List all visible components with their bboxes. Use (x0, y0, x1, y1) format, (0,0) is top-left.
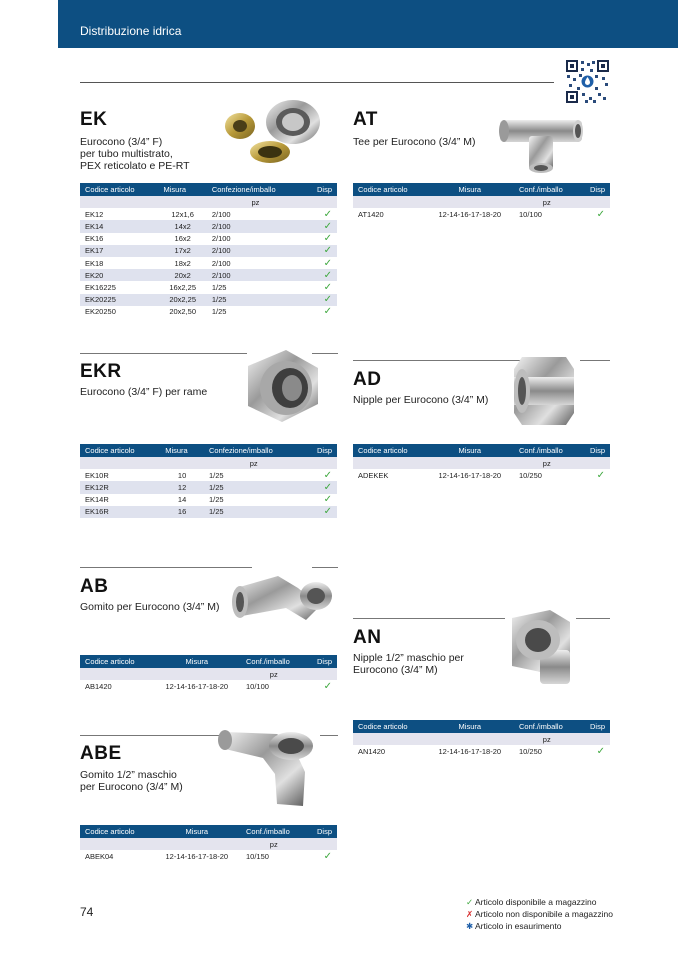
unit-cell: pz (241, 668, 307, 680)
check-icon: ✓ (323, 469, 332, 481)
section-divider (580, 360, 610, 361)
product-code-abe: ABE (80, 743, 122, 764)
table-row: EK14 14x2 2/100 ✓ (80, 220, 337, 232)
product-code-an: AN (353, 627, 382, 648)
check-icon: ✓ (466, 897, 474, 907)
unit-cell: pz (514, 733, 580, 745)
check-icon: ✓ (596, 745, 605, 757)
col-header: Codice articolo (353, 444, 426, 457)
table-ad (353, 444, 610, 481)
section-divider (353, 360, 521, 361)
check-icon: ✓ (323, 306, 332, 318)
col-header: Codice articolo (353, 183, 426, 196)
check-icon: ✓ (323, 494, 332, 506)
legend-running-out: ✱ Articolo in esaurimento (466, 921, 562, 931)
table-row: EK16225 16x2,25 1/25 ✓ (80, 281, 337, 293)
legend-available: ✓ Articolo disponibile a magazzino (466, 897, 597, 907)
check-icon: ✓ (596, 208, 605, 220)
table-row: EK10R 10 1/25 ✓ (80, 469, 337, 481)
check-icon: ✓ (323, 233, 332, 245)
check-icon: ✓ (304, 269, 337, 281)
eurocono-ek-image[interactable] (218, 96, 326, 166)
table-ekr (80, 444, 337, 518)
table-row: EK12 12x1,6 2/100 ✓ (80, 208, 337, 220)
col-header: Misura (426, 720, 514, 733)
col-header: Confezione/imballo (204, 444, 303, 457)
product-code-ad: AD (353, 369, 382, 390)
col-header: Disp (580, 183, 611, 196)
section-divider (353, 618, 505, 619)
section-divider (80, 353, 247, 354)
table-row: EK17 17x2 2/100 ✓ (80, 245, 337, 257)
nipple-ad-image[interactable] (508, 353, 580, 429)
page-number: 74 (80, 905, 94, 919)
unit-cell: pz (241, 838, 307, 850)
table-row: EK16 16x2 2/100 ✓ (80, 233, 337, 245)
header-title: Distribuzione idrica (80, 24, 182, 38)
cross-icon: ✗ (466, 909, 474, 919)
product-desc-an: Nipple 1/2” maschio per Eurocono (3/4” M) (353, 652, 464, 676)
top-divider (80, 82, 554, 83)
col-header: Disp (580, 720, 611, 733)
col-header: Conf./imballo (514, 720, 580, 733)
check-icon: ✓ (323, 680, 332, 692)
col-header: Codice articolo (80, 655, 153, 668)
product-desc-at: Tee per Eurocono (3/4” M) (353, 136, 476, 148)
check-icon: ✓ (303, 506, 337, 518)
col-header: Codice articolo (80, 183, 159, 196)
col-header: Conf./imballo (241, 655, 307, 668)
col-header: Misura (159, 183, 207, 196)
product-desc-ab: Gomito per Eurocono (3/4” M) (80, 601, 220, 613)
tee-at-image[interactable] (496, 110, 586, 174)
product-code-ab: AB (80, 576, 109, 597)
col-header: Codice articolo (80, 825, 153, 838)
col-header: Disp (307, 655, 338, 668)
col-header: Misura (426, 183, 514, 196)
check-icon: ✓ (596, 469, 605, 481)
asterisk-icon: ✱ (466, 921, 474, 931)
check-icon: ✓ (304, 294, 337, 306)
table-row: EK16R 16 1/25 ✓ (80, 506, 337, 518)
col-header: Disp (303, 444, 337, 457)
product-desc-abe: Gomito 1/2” maschio per Eurocono (3/4” M) (80, 769, 183, 793)
col-header: Disp (304, 183, 337, 196)
section-divider (80, 567, 252, 568)
table-row: EK14R 14 1/25 ✓ (80, 494, 337, 506)
col-header: Misura (153, 825, 241, 838)
product-desc-ekr: Eurocono (3/4” F) per rame (80, 386, 208, 398)
product-code-ekr: EKR (80, 361, 122, 382)
header-bar (58, 0, 678, 48)
check-icon: ✓ (323, 257, 332, 269)
product-code-at: AT (353, 109, 378, 130)
col-header: Conf./imballo (514, 444, 580, 457)
check-icon: ✓ (303, 481, 337, 493)
check-icon: ✓ (304, 245, 337, 257)
eurocono-ekr-image[interactable] (240, 346, 326, 426)
table-row: EK20225 20x2,25 1/25 ✓ (80, 294, 337, 306)
nipple-an-image[interactable] (500, 606, 586, 688)
product-code-ek: EK (80, 109, 108, 130)
unit-cell: pz (514, 196, 580, 208)
col-header: Confezione/imballo (207, 183, 304, 196)
table-row: ADEKEK 12-14-16-17-18-20 10/250 ✓ (353, 469, 610, 481)
col-header: Conf./imballo (514, 183, 580, 196)
table-row: EK12R 12 1/25 ✓ (80, 481, 337, 493)
table-row: AT1420 12-14-16-17-18-20 10/100 ✓ (353, 208, 610, 220)
product-desc-ek: Eurocono (3/4” F) per tubo multistrato, PEX reticolato e PE-RT (80, 136, 190, 172)
col-header: Disp (580, 444, 611, 457)
elbow-ab-image[interactable] (228, 558, 336, 624)
table-an (353, 720, 610, 757)
product-desc-ad: Nipple per Eurocono (3/4” M) (353, 394, 489, 406)
col-header: Misura (160, 444, 204, 457)
table-row: EK20 20x2 2/100 ✓ (80, 269, 337, 281)
table-row: AB1420 12-14-16-17-18-20 10/100 ✓ (80, 680, 337, 692)
qr-code-icon[interactable] (565, 59, 610, 104)
check-icon: ✓ (323, 850, 332, 862)
table-row: EK18 18x2 2/100 ✓ (80, 257, 337, 269)
col-header: Misura (153, 655, 241, 668)
unit-cell: pz (514, 457, 580, 469)
check-icon: ✓ (304, 220, 337, 232)
unit-cell: pz (207, 196, 304, 208)
table-at (353, 183, 610, 220)
col-header: Disp (307, 825, 338, 838)
col-header: Codice articolo (353, 720, 426, 733)
table-row: ABEK04 12-14-16-17-18-20 10/150 ✓ (80, 850, 337, 862)
check-icon: ✓ (323, 281, 332, 293)
col-header: Conf./imballo (241, 825, 307, 838)
elbow-abe-image[interactable] (215, 728, 325, 810)
unit-cell: pz (204, 457, 303, 469)
table-row: AN1420 12-14-16-17-18-20 10/250 ✓ (353, 745, 610, 757)
table-abe (80, 825, 337, 862)
table-ab (80, 655, 337, 692)
table-row: EK20250 20x2,50 1/25 ✓ (80, 306, 337, 318)
col-header: Misura (426, 444, 514, 457)
legend-not-available: ✗ Articolo non disponibile a magazzino (466, 909, 613, 919)
col-header: Codice articolo (80, 444, 160, 457)
table-ek (80, 183, 337, 318)
check-icon: ✓ (323, 208, 332, 220)
